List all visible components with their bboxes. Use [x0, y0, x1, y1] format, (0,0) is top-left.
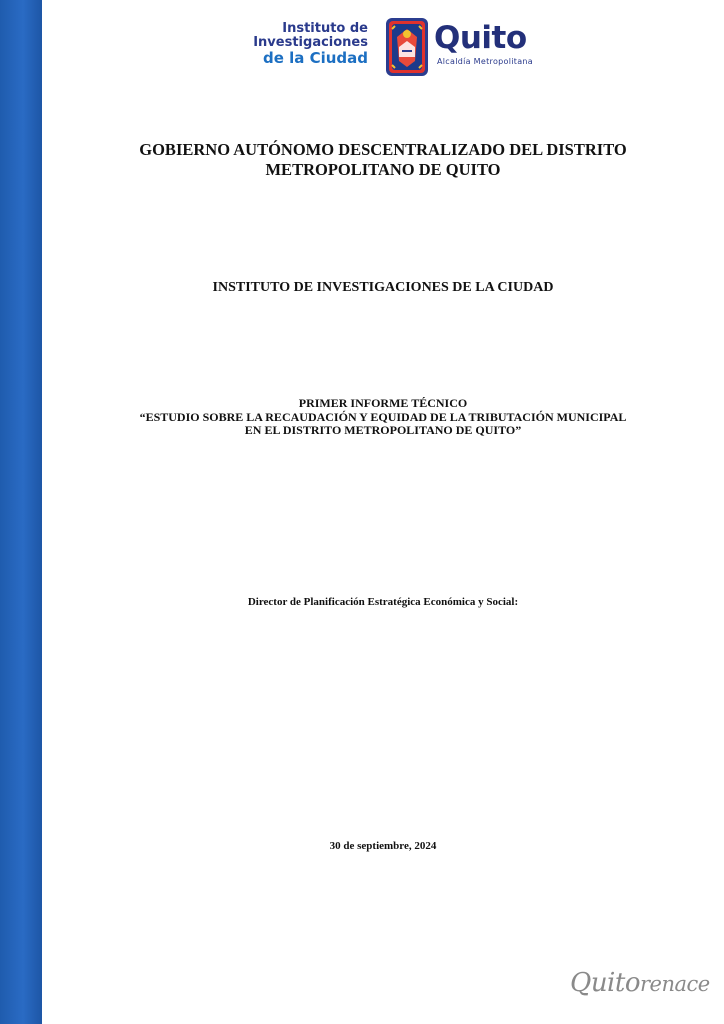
quito-logo-word: Quito — [434, 20, 527, 56]
institute-logo-line-3: de la Ciudad — [262, 49, 368, 67]
left-blue-band — [0, 0, 42, 1024]
signature-part-1: Quito — [570, 968, 640, 998]
document-date: 30 de septiembre, 2024 — [329, 840, 437, 852]
coat-of-arms-icon — [385, 17, 429, 77]
study-title-line-2: EN EL DISTRITO METROPOLITANO DE QUITO” — [244, 423, 522, 437]
government-title — [42, 140, 724, 180]
institute-name: INSTITUTO DE INVESTIGACIONES DE LA CIUDAD — [212, 280, 554, 295]
quito-logo-subtitle: Alcaldía Metropolitana — [437, 57, 533, 66]
signature-part-2: renace — [639, 972, 710, 996]
government-title-line-2: METROPOLITANO DE QUITO — [265, 160, 501, 179]
institute-logo-text — [253, 22, 368, 67]
director-label: Director de Planificación Estratégica Económica y Social: — [247, 596, 519, 608]
quito-renace-signature — [570, 968, 710, 998]
header-logos — [253, 17, 548, 79]
report-title: PRIMER INFORME TÉCNICO — [298, 396, 468, 410]
report-heading — [42, 397, 724, 438]
institute-logo-line-1: Instituto de — [282, 21, 368, 36]
institute-logo-line-2: Investigaciones — [253, 35, 368, 50]
government-title-line-1: GOBIERNO AUTÓNOMO DESCENTRALIZADO DEL DISTRITO — [139, 140, 627, 159]
study-title-line-1: “ESTUDIO SOBRE LA RECAUDACIÓN Y EQUIDAD DE LA TRIBUTACIÓN MUNICIPAL — [139, 409, 627, 424]
